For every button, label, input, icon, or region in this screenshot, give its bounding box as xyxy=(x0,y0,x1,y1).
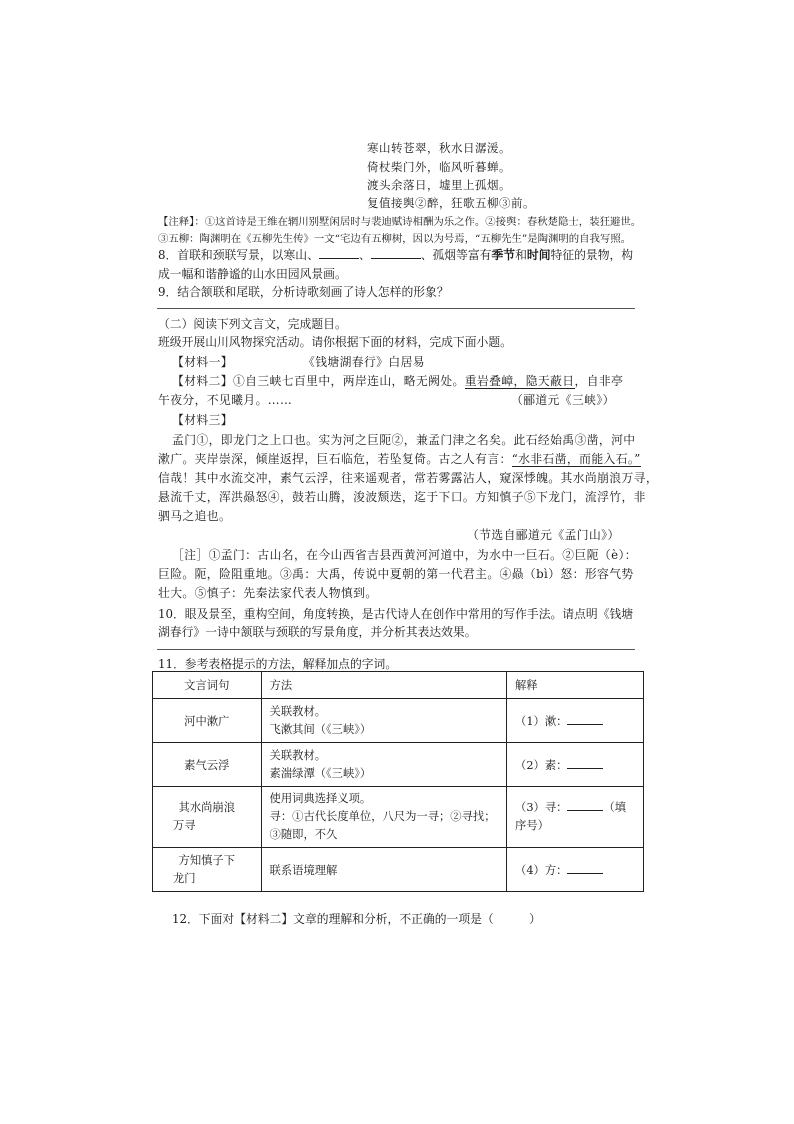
poem-line-3: 渡头余落日，墟里上孤烟。 xyxy=(367,178,511,192)
answer-cell: （1）漱： xyxy=(507,699,644,743)
poem-line-1: 寒山转苍翠，秋水日潺湲。 xyxy=(367,141,511,155)
method-cell: 联系语境理解 xyxy=(261,848,507,892)
table-row xyxy=(153,743,644,787)
question-12: 12．下面对【材料二】文章的理解和分析，不正确的一项是（ ） xyxy=(172,912,541,926)
q11-table xyxy=(152,671,644,892)
material-3-line-3: 信哉！其中水流交冲，素气云浮，往来遥观者，常若雾露沾人，窥深悸魄。其水尚崩浪万寻， xyxy=(158,471,659,485)
material-2: 【材料二】①自三峡七百里中，两岸连山，略无阙处。重岩叠嶂，隐天蔽日，自非亭 xyxy=(172,374,624,388)
material-2-line-2: 午夜分，不见曦月。…… xyxy=(158,393,293,407)
material-3-line-4: 悬流千丈，浑洪赑怒④，鼓若山腾，浚波颓迭，迄于下口。方知慎子⑤下龙门，流浮竹，非 xyxy=(158,490,646,504)
answer-cell: （4）方： xyxy=(507,848,644,892)
section-2-title: （二）阅读下列文言文，完成题目。 xyxy=(158,317,347,331)
question-10-line-1: 10．眼及景至，重构空间，角度转换，是古代诗人在创作中常用的写作手法。请点明《钱塘 xyxy=(158,607,634,621)
material-3-line-1: 孟门①，即龙门之上口也。实为河之巨阨②，兼孟门津之名矣。此石经始禹③凿，河中 xyxy=(172,433,636,447)
question-11-title: 11．参考表格提示的方法，解释加点的字词。 xyxy=(158,657,398,671)
material-3-note-2: 巨险。阨，险阻重地。③禹：大禹，传说中夏朝的第一代君主。④赑（bì）怒：形容气势 xyxy=(158,567,634,581)
question-9: 9．结合颔联和尾联，分析诗歌刻画了诗人怎样的形象？ xyxy=(158,285,449,299)
divider xyxy=(157,649,635,650)
material-1-text: 《钱塘湖春行》白居易 xyxy=(303,355,425,369)
section-2-intro: 班级开展山川风物探究活动。请你根据下面的材料，完成下面小题。 xyxy=(158,335,512,349)
method-cell: 关联教材。 飞漱其间（《三峡》） xyxy=(261,699,507,743)
method-cell: 使用词典选择义项。 寻：①古代长度单位，八尺为一寻；②寻找； ③随即，不久 xyxy=(261,787,507,848)
answer-blank[interactable] xyxy=(567,714,603,725)
material-2-source: （郦道元《三峡》） xyxy=(511,393,615,407)
material-3-label: 【材料三】 xyxy=(172,413,233,427)
material-1-label: 【材料一】 xyxy=(172,355,233,369)
method-cell: 关联教材。 素湍绿潭（《三峡》） xyxy=(261,743,507,787)
phrase-cell: 方知慎子下 龙门 xyxy=(153,848,262,892)
material-3-note-3: 壮大。⑤慎子：先秦法家代表人物慎到。 xyxy=(158,586,378,600)
answer-cell: （2）素： xyxy=(507,743,644,787)
answer-blank[interactable] xyxy=(567,758,603,769)
material-3-note-1: ［注］①孟门：古山名，在今山西省吉县西黄河河道中，为水中一巨石。②巨阨（è）： xyxy=(172,548,637,562)
poem-line-2: 倚杖柴门外，临风听暮蝉。 xyxy=(367,160,511,174)
note-line-2: ③五柳：陶渊明在《五柳先生传》一文“宅边有五柳树，因以为号焉，“五柳先生”是陶渊明的自我写照。 xyxy=(158,233,632,245)
divider xyxy=(157,308,635,309)
phrase-cell: 素气云浮 xyxy=(153,743,262,787)
answer-blank[interactable] xyxy=(567,863,603,874)
header-answer: 解释 xyxy=(507,672,644,699)
header-phrase: 文言词句 xyxy=(153,672,262,699)
question-10-line-2: 湖春行》一诗中颔联与颈联的写景角度，并分析其表达效果。 xyxy=(158,625,477,639)
material-3-line-2: 漱广。夹岸崇深，倾崖返捍，巨石临危，若坠复倚。古之人有言：“水非石凿，而能入石。” xyxy=(158,452,641,466)
question-8: 8．首联和颈联写景，以寒山、 、 、孤烟等富有季节和时间特征的景物，构 xyxy=(158,248,634,262)
answer-blank[interactable] xyxy=(319,248,359,259)
answer-blank[interactable] xyxy=(371,248,421,259)
phrase-cell: 河中漱广 xyxy=(153,699,262,743)
phrase-cell: 其水尚崩浪 万寻 xyxy=(153,787,262,848)
question-8-line-2: 成一幅和谐静谧的山水田园风景画。 xyxy=(158,267,347,281)
answer-cell: （3）寻： （填 序号） xyxy=(507,787,644,848)
poem-line-4: 复值接舆②醉，狂歌五柳③前。 xyxy=(367,196,535,210)
table-row xyxy=(153,787,644,848)
table-row xyxy=(153,848,644,892)
table-row xyxy=(153,699,644,743)
header-method: 方法 xyxy=(261,672,507,699)
material-3-line-5: 驷马之追也。 xyxy=(158,509,232,523)
material-3-source: （节选自郦道元《孟门山》） xyxy=(467,528,620,542)
note-line-1: 【注释】：①这首诗是王维在辋川别墅闲居时与裴迪赋诗相酬为乐之作。②接舆：春秋楚隐士，装狂避世。 xyxy=(158,216,642,228)
answer-blank[interactable] xyxy=(567,800,603,811)
